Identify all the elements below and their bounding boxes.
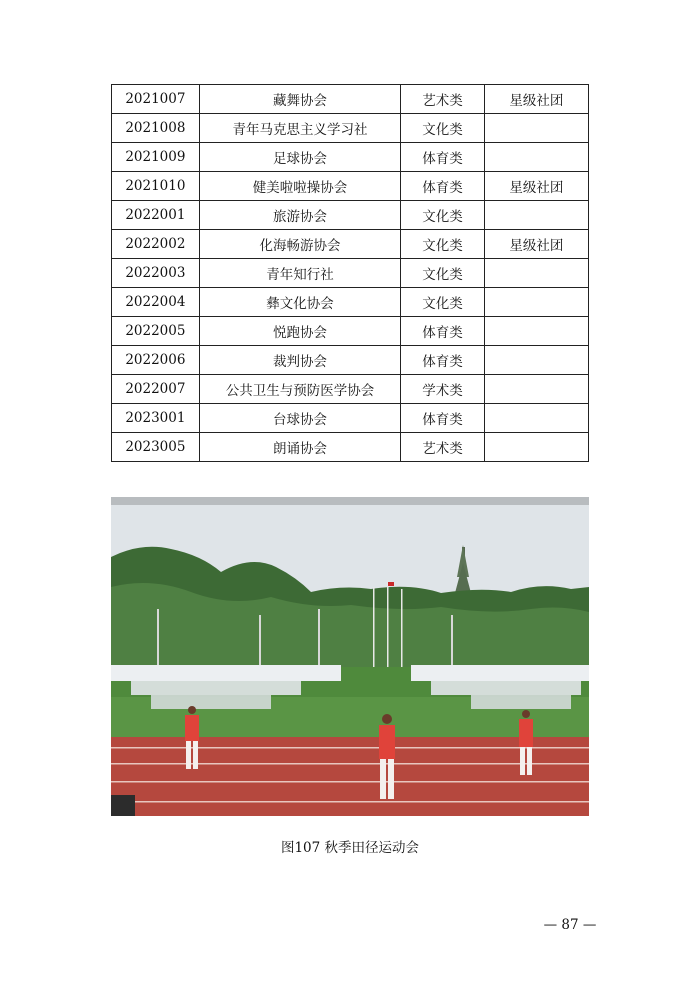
club-star-cell: [484, 375, 588, 404]
table-row: [112, 143, 589, 172]
club-category-cell: 文化类: [401, 201, 484, 230]
page-number: — 87 —: [543, 917, 597, 933]
table-row: [112, 404, 589, 433]
club-category-cell: 文化类: [401, 288, 484, 317]
club-name-cell: 化海畅游协会: [199, 230, 400, 259]
club-id-cell: 2021007: [112, 85, 200, 114]
club-star-cell: 星级社团: [484, 172, 588, 201]
club-category-cell: 体育类: [401, 317, 484, 346]
club-category-cell: 体育类: [401, 404, 484, 433]
club-name-cell: 朗诵协会: [199, 433, 400, 462]
club-star-cell: [484, 317, 588, 346]
club-category-cell: 文化类: [401, 114, 484, 143]
club-name-cell: 旅游协会: [199, 201, 400, 230]
table-row: [112, 172, 589, 201]
table-row: [112, 375, 589, 404]
club-id-cell: 2022007: [112, 375, 200, 404]
club-name-cell: 藏舞协会: [199, 85, 400, 114]
club-id-cell: 2022005: [112, 317, 200, 346]
club-id-cell: 2022003: [112, 259, 200, 288]
table-row: [112, 346, 589, 375]
club-category-cell: 艺术类: [401, 433, 484, 462]
club-star-cell: 星级社团: [484, 230, 588, 259]
club-id-cell: 2023005: [112, 433, 200, 462]
club-id-cell: 2022002: [112, 230, 200, 259]
club-name-cell: 健美啦啦操协会: [199, 172, 400, 201]
table-row: [112, 433, 589, 462]
club-category-cell: 体育类: [401, 346, 484, 375]
club-star-cell: [484, 288, 588, 317]
table-row: [112, 288, 589, 317]
table-row: [112, 259, 589, 288]
club-star-cell: [484, 433, 588, 462]
club-category-cell: 艺术类: [401, 85, 484, 114]
club-id-cell: 2021008: [112, 114, 200, 143]
club-star-cell: [484, 259, 588, 288]
club-category-cell: 文化类: [401, 259, 484, 288]
club-category-cell: 体育类: [401, 172, 484, 201]
club-category-cell: 学术类: [401, 375, 484, 404]
club-id-cell: 2023001: [112, 404, 200, 433]
club-star-cell: 星级社团: [484, 85, 588, 114]
sports-meet-photo: [111, 497, 589, 816]
club-id-cell: 2022004: [112, 288, 200, 317]
club-name-cell: 足球协会: [199, 143, 400, 172]
club-table-body: [112, 85, 589, 462]
club-name-cell: 公共卫生与预防医学协会: [199, 375, 400, 404]
table-row: [112, 317, 589, 346]
club-name-cell: 悦跑协会: [199, 317, 400, 346]
table-row: [112, 230, 589, 259]
figure-caption: 图107 秋季田径运动会: [280, 840, 420, 856]
club-category-cell: 体育类: [401, 143, 484, 172]
club-star-cell: [484, 404, 588, 433]
table-row: [112, 201, 589, 230]
club-name-cell: 台球协会: [199, 404, 400, 433]
club-star-cell: [484, 114, 588, 143]
club-id-cell: 2021010: [112, 172, 200, 201]
club-id-cell: 2021009: [112, 143, 200, 172]
club-name-cell: 青年知行社: [199, 259, 400, 288]
club-star-cell: [484, 201, 588, 230]
club-id-cell: 2022006: [112, 346, 200, 375]
club-name-cell: 青年马克思主义学习社: [199, 114, 400, 143]
club-star-cell: [484, 143, 588, 172]
club-name-cell: 彝文化协会: [199, 288, 400, 317]
table-row: [112, 114, 589, 143]
club-star-cell: [484, 346, 588, 375]
table-row: [112, 85, 589, 114]
club-category-cell: 文化类: [401, 230, 484, 259]
club-name-cell: 裁判协会: [199, 346, 400, 375]
club-id-cell: 2022001: [112, 201, 200, 230]
club-table: [111, 84, 589, 462]
